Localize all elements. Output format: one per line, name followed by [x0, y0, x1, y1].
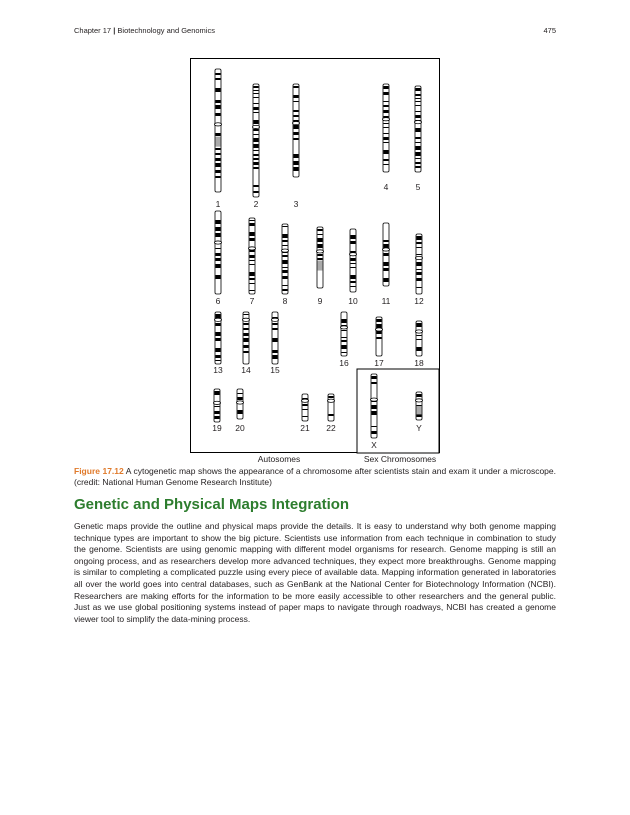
chromosome-label: 19 — [212, 423, 222, 433]
chapter-heading — [74, 26, 215, 35]
chromosome-13 — [214, 312, 221, 364]
chromosome-label: X — [371, 440, 377, 450]
chromosome-label: 15 — [270, 365, 280, 375]
autosomes-label: Autosomes — [257, 454, 301, 464]
chromosome-label: 14 — [241, 365, 251, 375]
chromosome-2 — [252, 84, 259, 197]
caption-text: A cytogenetic map shows the appearance of a chromosome after scientists stain and exam it under a microscope. (credit: National Human Genome Research Institute) — [74, 466, 556, 487]
chromosome-20 — [236, 389, 243, 419]
figure-label: Figure 17.12 — [74, 466, 124, 476]
chromosome-label: 21 — [300, 423, 310, 433]
chromosome-label: 16 — [339, 358, 349, 368]
chromosome-label: 11 — [381, 296, 391, 306]
chromosome-label: 13 — [213, 365, 223, 375]
header-separator: | — [113, 26, 116, 35]
chapter-number: Chapter 17 — [74, 26, 112, 35]
chromosome-label: 7 — [249, 296, 255, 306]
body-paragraph: Genetic maps provide the outline and physical maps provide the details. It is easy to understand why both genome mapping technique types are important to show the big picture. Scientists use information from each technique in combination to study the genome. Scientists are using genomic mapping with different model organisms for research. Genome mapping is still an ongoing process, and as researchers develop more advanced techniques, they expect more breakthroughs. Genome mapping is similar to completing a complicated puzzle using every piece of available data. Mapping information generated in laboratories all over the world goes into central databases, such as GenBank at the National Center for Biotechnology Information (NCBI). Researchers are making efforts for the information to be more easily accessible to other researchers and the general public. Just as we use global positioning systems instead of paper maps to navigate through roadways, NCBI has created a genome viewer tool to simplify the data-mining process. — [74, 521, 556, 624]
chromosome-label: 18 — [414, 358, 424, 368]
chromosome-y — [415, 392, 422, 420]
chromosome-9 — [316, 227, 323, 288]
sex-chromosomes-label: Sex Chromosomes — [363, 454, 437, 464]
chromosome-label: 12 — [414, 296, 424, 306]
chromosome-label: 3 — [293, 199, 299, 209]
chromosome-label: 10 — [348, 296, 358, 306]
figure-caption — [74, 466, 556, 488]
section-heading: Genetic and Physical Maps Integration — [74, 496, 350, 513]
chromosome-19 — [213, 389, 220, 422]
chromosome-8 — [281, 224, 288, 294]
chromosome-17 — [375, 317, 382, 356]
karyotype-figure — [190, 58, 440, 464]
chromosome-7 — [248, 218, 255, 294]
chromosome-label: 8 — [282, 296, 288, 306]
chromosome-14 — [242, 312, 249, 364]
chromosome-label: 1 — [215, 199, 221, 209]
chromosome-12 — [415, 234, 422, 294]
chromosome-15 — [271, 312, 278, 364]
chromosome-18 — [415, 321, 422, 356]
chromosome-label: 4 — [383, 182, 389, 192]
chromosome-label: 17 — [374, 358, 384, 368]
chromosome-label: 22 — [326, 423, 336, 433]
chromosome-16 — [340, 312, 347, 356]
chromosome-3 — [292, 84, 299, 177]
chromosome-11 — [382, 223, 389, 286]
chromosome-10 — [349, 229, 356, 292]
chromosome-label: 2 — [253, 199, 259, 209]
chapter-title: Biotechnology and Genomics — [117, 26, 215, 35]
running-head — [74, 26, 556, 38]
karyotype-diagram — [190, 58, 440, 464]
chromosome-label: Y — [416, 423, 422, 433]
chromosome-label: 20 — [235, 423, 245, 433]
chromosome-21 — [301, 394, 308, 421]
chromosome-label: 9 — [317, 296, 323, 306]
chromosome-4 — [382, 84, 389, 172]
chromosome-1 — [214, 69, 221, 192]
page-number: 475 — [543, 26, 556, 35]
chromosome-5 — [414, 86, 421, 172]
chromosome-22 — [327, 394, 334, 421]
chromosome-6 — [214, 211, 221, 294]
sex-chromosome-box — [357, 369, 439, 453]
chromosome-x — [370, 374, 377, 438]
chromosome-label: 6 — [215, 296, 221, 306]
chromosome-label: 5 — [415, 182, 421, 192]
